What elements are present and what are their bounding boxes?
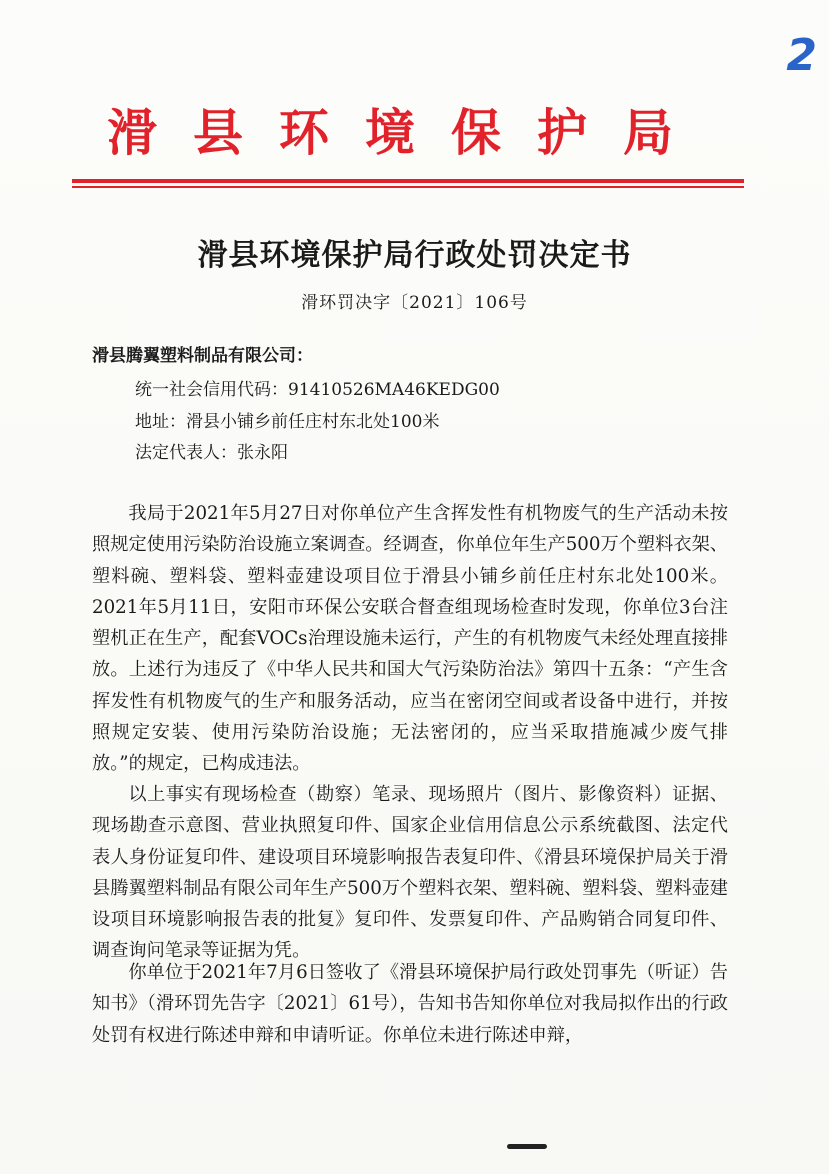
- recipient-address: 地址：滑县小铺乡前任庄村东北处100米: [135, 412, 440, 432]
- header-red-rule-thick: [72, 179, 744, 183]
- document-number: 滑环罚决字〔2021〕106号: [301, 293, 528, 313]
- page-number: 2: [786, 30, 817, 81]
- recipient-legal-rep: 法定代表人：张永阳: [135, 443, 288, 463]
- recipient-name: 滑县腾翼塑料制品有限公司：: [92, 346, 313, 366]
- body-paragraph-1: 我局于2021年5月27日对你单位产生含挥发性有机物废气的生产活动未按照规定使用污染防治设施立案调查。经调查，你单位年生产500万个塑料衣架、塑料碗、塑料袋、塑料壶建设项目位于滑县小铺乡前任庄村东北处100米。2021年5月11日，安阳市环保公安联合督查组现场检查时发现，你单位3台注塑机正在生产，配套VOCs治理设施未运行，产生的有机物废气未经处理直接排放。上述行为违反了《中华人民共和国大气污染防治法》第四十五条：“产生含挥发性有机物废气的生产和服务活动，应当在密闭空间或者设备中进行，并按照规定安装、使用污染防治设施；无法密闭的，应当采取措施减少废气排放。”的规定，已构成违法。: [92, 503, 728, 775]
- body-paragraph-2: 以上事实有现场检查（勘察）笔录、现场照片（图片、影像资料）证据、现场勘查示意图、营业执照复印件、国家企业信用信息公示系统截图、法定代表人身份证复印件、建设项目环境影响报告表复印件、《滑县环境保护局关于滑县腾翼塑料制品有限公司年生产500万个塑料衣架、塑料碗、塑料袋、塑料壶建设项目环境影响报告表的批复》复印件、发票复印件、产品购销合同复印件、调查询问笔录等证据为凭。: [92, 784, 728, 962]
- body-paragraph-3: 你单位于2021年7月6日签收了《滑县环境保护局行政处罚事先（听证）告知书》（滑环罚先告字〔2021〕61号），告知书告知你单位对我局拟作出的行政处罚有权进行陈述申辩和申请听证。你单位未进行陈述申辩，: [92, 962, 728, 1046]
- binding-mark: [507, 1144, 547, 1149]
- agency-header: 滑县环境保护局: [107, 103, 709, 162]
- recipient-credit-code: 统一社会信用代码：91410526MA46KEDG00: [135, 380, 500, 400]
- document-title: 滑县环境保护局行政处罚决定书: [197, 238, 632, 273]
- header-red-rule-thin: [72, 186, 744, 188]
